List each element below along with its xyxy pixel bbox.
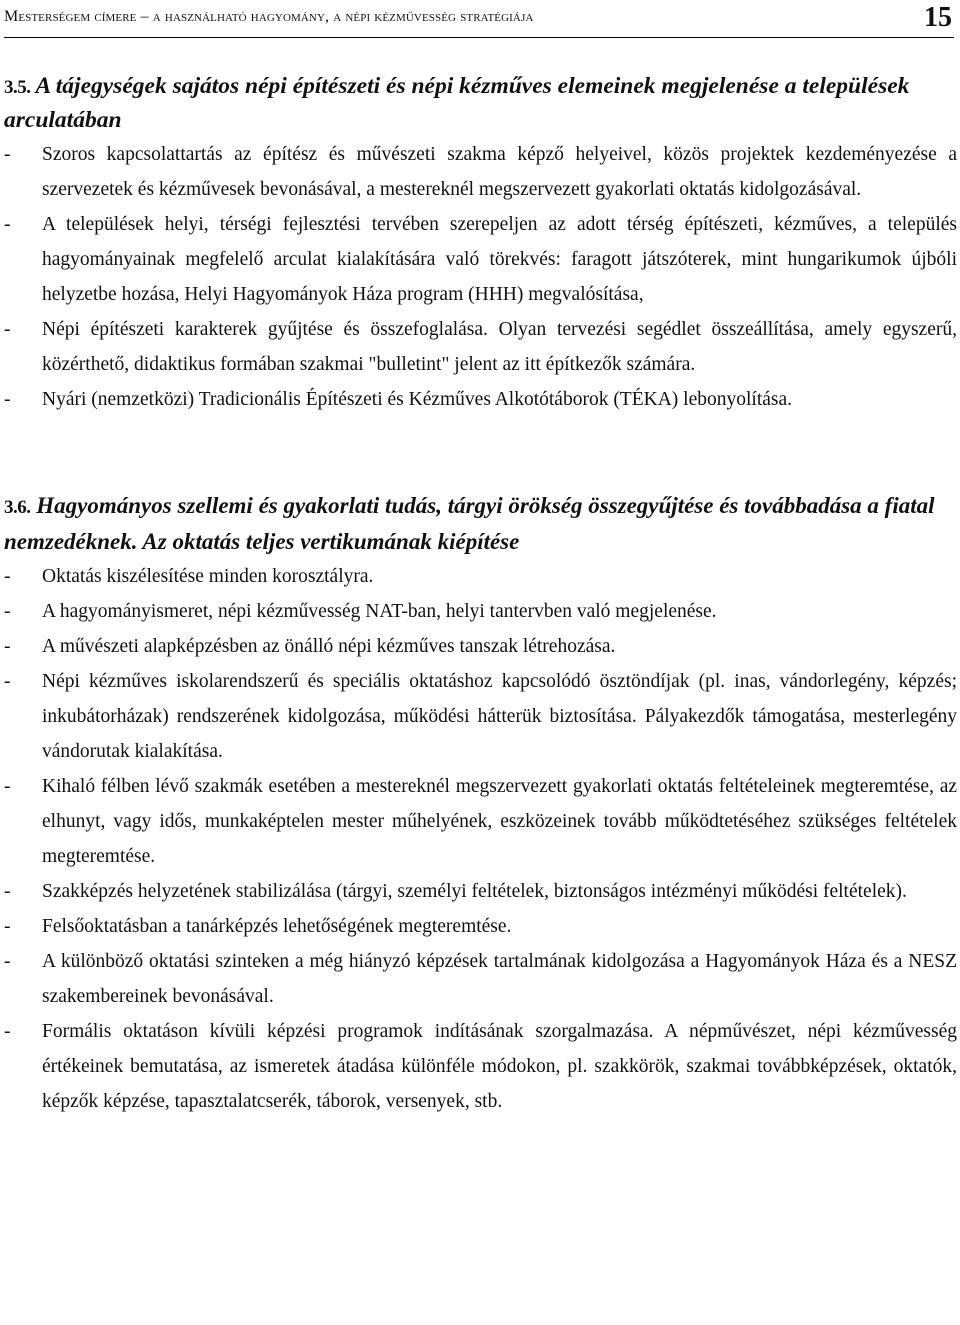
- section-title-rest: Az oktatás teljes vertikumának kiépítése: [137, 529, 520, 554]
- list-item: - Szakképzés helyzetének stabilizálása (tárgyi, személyi feltételek, biztonságos intézményi működési feltételek).: [4, 874, 957, 909]
- section-heading: [4, 70, 957, 137]
- section-3-6: [4, 489, 957, 1119]
- list-item: - Nyári (nemzetközi) Tradicionális Építészeti és Kézműves Alkotótáborok (TÉKA) lebonyolítása.: [4, 382, 957, 417]
- list-item: - Felsőoktatásban a tanárképzés lehetőségének megteremtése.: [4, 909, 957, 944]
- list-item: - A hagyományismeret, népi kézművesség NAT-ban, helyi tantervben való megjelenése.: [4, 594, 957, 629]
- running-header-title: Mesterségem címere – a használható hagyomány, a népi kézművesség stratégiája: [4, 8, 534, 25]
- section-3-5: [4, 70, 957, 417]
- page-content: [4, 70, 957, 1119]
- section-heading: [4, 489, 957, 559]
- list-item: - Formális oktatáson kívüli képzési programok indításának szorgalmazása. A népművészet, népi kézművesség értékeinek bemutatása, az ismeretek átadása különféle módokon, pl. szakkörök, szakmai továbbképzések, oktatók, képzők képzése, tapasztalatcserék, táborok, versenyek, stb.: [4, 1014, 957, 1119]
- list-item: - Kihaló félben lévő szakmák esetében a mestereknél megszervezett gyakorlati oktatás feltételeinek megteremtése, az elhunyt, vagy idős, munkaképtelen mester műhelyének, eszközeinek tovább működtetéséhez szükséges feltételek megteremtése.: [4, 769, 957, 874]
- section-title: A tájegységek sajátos népi építészeti és népi kézműves elemeinek megjelenése a települések arculatában: [4, 73, 910, 133]
- bullet-list: [4, 137, 957, 417]
- list-item: - Szoros kapcsolattartás az építész és művészeti szakma képző helyeivel, közös projektek kezdeményezése a szervezetek és kézművesek bevonásával, a mestereknél megszervezett gyakorlati oktatás kidolgozásával.: [4, 137, 957, 207]
- list-item: - Oktatás kiszélesítése minden korosztályra.: [4, 559, 957, 594]
- section-number: 3.5.: [4, 77, 31, 98]
- list-item: - Népi építészeti karakterek gyűjtése és összefoglalása. Olyan tervezési segédlet összeállítása, amely egyszerű, közérthető, didaktikus formában szakmai "bulletint" jelent az itt építkezők számára.: [4, 312, 957, 382]
- bullet-list: [4, 559, 957, 1119]
- section-number: 3.6.: [4, 497, 31, 518]
- list-item: - A különböző oktatási szinteken a még hiányzó képzések tartalmának kidolgozása a Hagyományok Háza és a NESZ szakembereinek bevonásával.: [4, 944, 957, 1014]
- page-number: 15: [924, 2, 952, 33]
- list-item: - A települések helyi, térségi fejlesztési tervében szerepeljen az adott térség építészeti, kézműves, a település hagyományainak megfelelő arculat kialakítására való törekvés: faragott játszóterek, mint hungarikumok újbóli helyzetbe hozása, Helyi Hagyományok Háza program (HHH) megvalósítása,: [4, 207, 957, 312]
- list-item: - Népi kézműves iskolarendszerű és speciális oktatáshoz kapcsolódó ösztöndíjak (pl. inas, vándorlegény, képzés; inkubátorházak) rendszerének kidolgozása, működési hátterük biztosítása. Pályakezdők támogatása, mesterlegény vándorutak kialakítása.: [4, 664, 957, 769]
- list-item: - A művészeti alapképzésben az önálló népi kézműves tanszak létrehozása.: [4, 629, 957, 664]
- page-header: [4, 2, 954, 38]
- section-title-bold: Hagyományos szellemi és gyakorlati tudás, tárgyi örökség összegyűjtése és továbbadása a fiatal nemzedéknek.: [4, 493, 935, 554]
